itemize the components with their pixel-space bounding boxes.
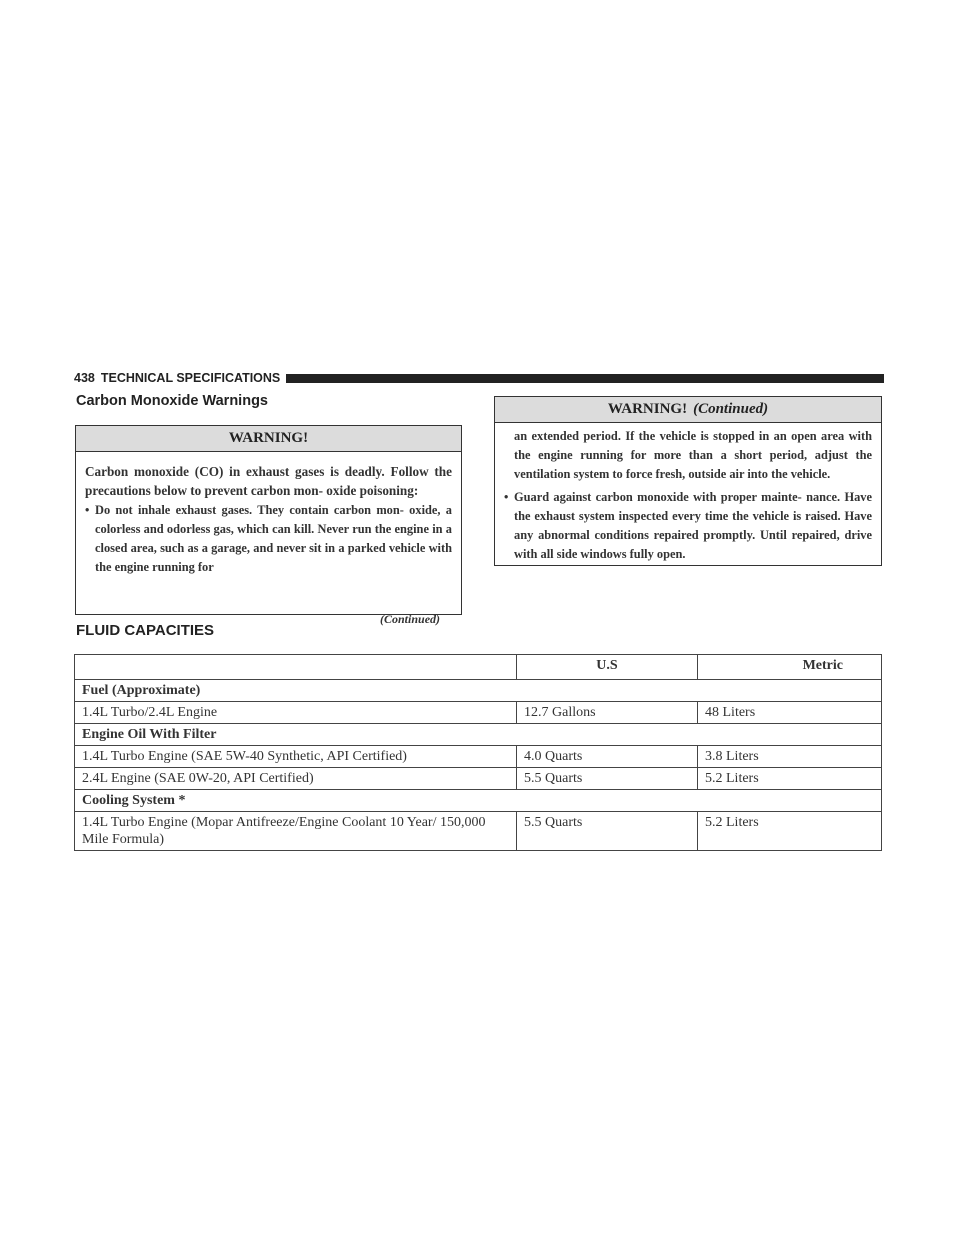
header-blank [75, 655, 517, 680]
cell-metric: 5.2 Liters [698, 768, 882, 790]
warning-title: WARNING! [607, 401, 688, 417]
header-us: U.S [517, 655, 698, 680]
section-fuel: Fuel (Approximate) [75, 680, 882, 702]
table-section-row [75, 790, 882, 812]
bullet-dot: • [85, 503, 90, 517]
page-header [74, 368, 884, 388]
table-header-row [75, 655, 882, 680]
bullet-text: Do not inhale exhaust gases. They contain carbon mon- oxide, a colorless and odorless gas, which can kill. Never run the engine in a closed area, such as a garage, and never sit in a parked vehicle with the engine running for [95, 503, 452, 574]
warning-bullet [495, 488, 881, 564]
cell-metric: 3.8 Liters [698, 746, 882, 768]
table-section-row [75, 724, 882, 746]
carbon-monoxide-heading: Carbon Monoxide Warnings [76, 393, 268, 409]
warning-bullet [76, 501, 461, 577]
bullet-dot: • [504, 490, 509, 504]
section-oil: Engine Oil With Filter [75, 724, 882, 746]
cell-metric: 5.2 Liters [698, 812, 882, 851]
header-rule [286, 374, 884, 383]
warning-box-1 [75, 425, 462, 615]
bullet-text: Guard against carbon monoxide with proper mainte- nance. Have the exhaust system inspected every time the vehicle is raised. Have any abnormal conditions repaired promptly. Until repaired, drive with all side windows fully open. [514, 490, 872, 561]
warning-title-bar [495, 397, 881, 423]
section-cooling: Cooling System * [75, 790, 882, 812]
page-number: 438 [74, 371, 95, 385]
continued-note: (Continued) [380, 612, 441, 626]
warning-intro: Carbon monoxide (CO) in exhaust gases is deadly. Follow the precautions below to prevent carbon mon- oxide poisoning: [85, 464, 452, 498]
cell-item: 1.4L Turbo/2.4L Engine [75, 702, 517, 724]
table-row [75, 746, 882, 768]
warning-box-2 [494, 396, 882, 566]
warning-title-continued: (Continued) [693, 401, 769, 417]
warning-title: WARNING! [228, 430, 309, 446]
fluid-capacities-table [74, 654, 882, 851]
table-row [75, 768, 882, 790]
warning-bullet-list [76, 501, 461, 577]
fluid-capacities-heading: FLUID CAPACITIES [76, 622, 215, 639]
cell-us: 5.5 Quarts [517, 768, 698, 790]
cell-item: 2.4L Engine (SAE 0W-20, API Certified) [75, 768, 517, 790]
page-header-text [74, 371, 280, 385]
cell-item: 1.4L Turbo Engine (Mopar Antifreeze/Engine Coolant 10 Year/ 150,000 Mile Formula) [75, 812, 517, 851]
cell-item: 1.4L Turbo Engine (SAE 5W-40 Synthetic, API Certified) [75, 746, 517, 768]
cell-metric: 48 Liters [698, 702, 882, 724]
cell-us: 12.7 Gallons [517, 702, 698, 724]
table-row [75, 812, 882, 851]
section-name: TECHNICAL SPECIFICATIONS [100, 371, 281, 385]
table-section-row [75, 680, 882, 702]
table-row [75, 702, 882, 724]
cell-us: 5.5 Quarts [517, 812, 698, 851]
cell-us: 4.0 Quarts [517, 746, 698, 768]
warning-bullet-list [495, 488, 881, 564]
header-metric: Metric [698, 655, 882, 680]
warning-title-bar [76, 426, 461, 452]
warning-continuation-text: an extended period. If the vehicle is stopped in an open area with the engine running for more than a short period, adjust the ventilation system to force fresh, outside air into the vehicle. [514, 429, 872, 481]
